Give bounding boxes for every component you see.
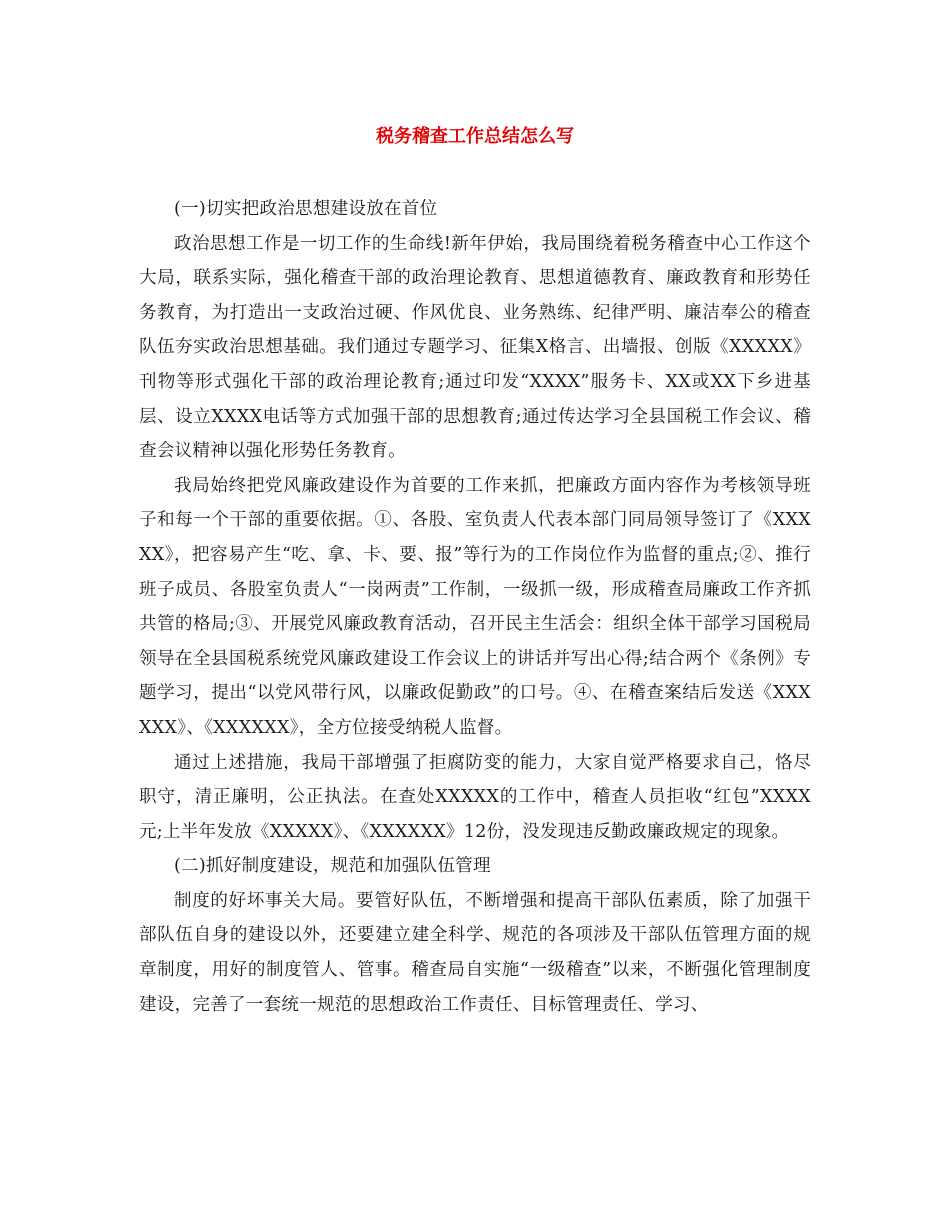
paragraph: 我局始终把党风廉政建设作为首要的工作来抓，把廉政方面内容作为考核领导班子和每一个干部的重要依据。①、各股、室负责人代表本部门同局领导签订了《XXXXX》，把容易产生“吃、拿、卡、要、报”等行为的工作岗位作为监督的重点;②、推行班子成员、各股室负责人“一岗两责”工作制，一级抓一级，形成稽查局廉政工作齐抓共管的格局;③、开展党风廉政教育活动，召开民主生活会：组织全体干部学习国税局领导在全县国税系统党风廉政建设工作会议上的讲话并写出心得;结合两个《条例》专题学习，提出“以党风带行风，以廉政促勤政”的口号。④、在稽查案结后发送《XXXXXX》、《XXXXXX》，全方位接受纳税人监督。 [139, 475, 811, 738]
paragraph: 政治思想工作是一切工作的生命线!新年伊始，我局围绕着税务稽查中心工作这个大局，联系实际，强化稽查干部的政治理论教育、思想道德教育、廉政教育和形势任务教育，为打造出一支政治过硬、作风优良、业务熟练、纪律严明、廉洁奉公的稽查队伍夯实政治思想基础。我们通过专题学习、征集X格言、出墙报、创版《XXXXX》刊物等形式强化干部的政治理论教育;通过印发“XXXX”服务卡、XX或XX下乡进基层、设立XXXX电话等方式加强干部的思想教育;通过传达学习全县国税工作会议、稽查会议精神以强化形势任务教育。 [139, 233, 811, 462]
section-heading-1: (一)切实把政治思想建设放在首位 [174, 199, 438, 219]
document-body [139, 192, 811, 1022]
paragraph: 制度的好坏事关大局。要管好队伍，不断增强和提高干部队伍素质，除了加强干部队伍自身的建设以外，还要建立建全科学、规范的各项涉及干部队伍管理方面的规章制度，用好的制度管人、管事。稽查局自实施“一级稽查”以来，不断强化管理制度建设，完善了一套统一规范的思想政治工作责任、目标管理责任、学习、 [139, 890, 811, 1015]
section-heading-2: (二)抓好制度建设，规范和加强队伍管理 [174, 856, 491, 877]
document-title: 税务稽查工作总结怎么写 [376, 126, 574, 147]
paragraph: 通过上述措施，我局干部增强了拒腐防变的能力，大家自觉严格要求自己，恪尽职守，清正廉明，公正执法。在查处XXXXX的工作中，稽查人员拒收“红包”XXXX元;上半年发放《XXXXX》、《XXXXXX》12份，没发现违反勤政廉政规定的现象。 [139, 752, 811, 842]
